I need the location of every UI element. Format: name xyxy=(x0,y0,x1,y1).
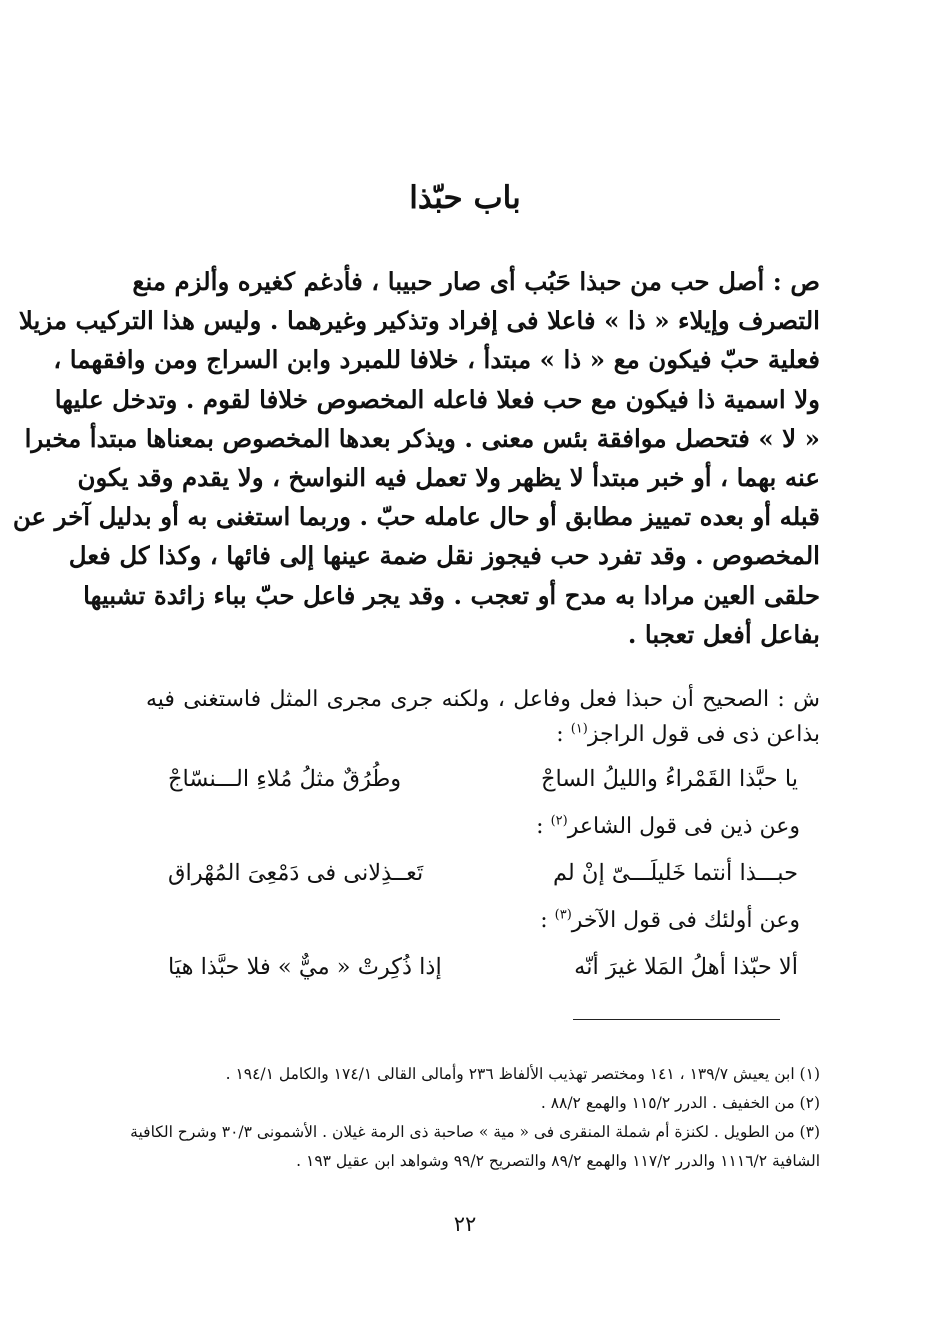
verse-second-hemistich: إذا ذُكِرتْ « ميٌّ » فلا حبَّذا هيَا xyxy=(168,954,442,980)
matn-line: ص : أصل حب من حبذا حَبُب أى صار حبيبا ، فأدغم كغيره وألزم منع xyxy=(132,267,820,296)
verse-first-hemistich: حبـــذا أنتما خَليلَـــىّ إنْ لم xyxy=(552,860,798,886)
verse-line xyxy=(146,752,820,808)
page-number: ٢٢ xyxy=(453,1212,477,1236)
footnote-ref: (١) xyxy=(570,721,588,737)
footnote-separator xyxy=(573,1019,780,1020)
footnote-ref: (٣) xyxy=(554,907,572,923)
verse-second-hemistich: تَعــذِلانى فى دَمْعِىَ المُهْراق xyxy=(168,860,424,886)
verse-intro-punct: : xyxy=(540,908,555,933)
matn-line: بفاعل أفعل تعجبا . xyxy=(627,619,820,649)
sharh-line xyxy=(146,717,820,752)
matn-paragraph xyxy=(12,262,820,654)
verse-intro-punct: : xyxy=(536,814,551,839)
matn-line: حلقى العين مرادا به مدح أو تعجب . وقد يجر فاعل حبّ بباء زائدة تشبيها xyxy=(83,580,820,610)
matn-line: « لا » فتحصل موافقة بئس معنى . ويذكر بعدها المخصوص بمعناها مبتدأ مخبرا xyxy=(24,423,820,453)
sharh-text: بذاعن ذى فى قول الراجز xyxy=(587,722,820,747)
matn-line: المخصوص . وقد تفرد حب فيجوز نقل ضمة عينها إلى فائها ، وكذا كل فعل xyxy=(68,541,820,571)
verse-intro-text: وعن ذين فى قول الشاعر xyxy=(567,814,800,839)
verse-intro-text: وعن أولئك فى قول الآخر xyxy=(571,908,800,933)
sharh-line: ش : الصحيح أن حبذا فعل وفاعل ، ولكنه جرى مجرى المثل فاستغنى فيه xyxy=(146,687,820,712)
matn-line: عنه بهما ، أو خبر مبتدأ لا يظهر ولا تعمل فيه النواسخ ، ولا يقدم وقد يكون xyxy=(77,462,820,492)
verse-second-hemistich: وطُرُقٌ مثلُ مُلاءِ الـــنسّاجْ xyxy=(168,766,402,792)
section-title: باب حبّذا xyxy=(409,180,521,216)
matn-line: فعلية حبّ فيكون مع « ذا » مبتدأ ، خلافا للمبرد وابن السراج ومن وافقهما ، xyxy=(53,345,820,375)
footnotes xyxy=(130,1060,820,1176)
verse-line xyxy=(146,846,820,902)
matn-line: قبله أو بعده تمييز مطابق أو حال عامله حبّ . وربما استغنى به أو بدليل آخر عن xyxy=(12,502,820,532)
footnote-line: (٣) من الطويل . لكنزة أم شملة المنقرى فى « مية » صاحبة ذى الرمة غيلان . الأشمونى ٣٠/٣ وشرح الكافية xyxy=(130,1123,820,1141)
verse-first-hemistich: ألا حبّذا أهلُ المَلا غيرَ أنّه xyxy=(574,954,798,980)
matn-line: التصرف وإيلاء « ذا » فاعلا فى إفراد وتذكير وغيرهما . وليس هذا التركيب مزيلا xyxy=(18,306,820,336)
footnote-line: الشافية ١١١٦/٢ والدرر ١١٧/٢ والهمع ٨٩/٢ والتصريح ٩٩/٢ وشواهد ابن عقيل ١٩٣ . xyxy=(296,1152,820,1170)
sharh-commentary xyxy=(146,682,820,996)
verse-first-hemistich: يا حبَّذا القَمْراءُ والليلُ الساجْ xyxy=(540,766,798,792)
verse-intro xyxy=(146,808,820,846)
footnote-line: (١) ابن يعيش ١٣٩/٧ ، ١٤١ ومختصر تهذيب الألفاظ ٢٣٦ وأمالى القالى ١٧٤/١ والكامل ١٩٤/١ . xyxy=(225,1065,820,1083)
footnote-line: (٢) من الخفيف . الدرر ١١٥/٢ والهمع ٨٨/٢ . xyxy=(540,1094,820,1112)
verse-line xyxy=(146,940,820,996)
verse-intro xyxy=(146,902,820,940)
sharh-punct: : xyxy=(556,722,571,747)
matn-line: ولا اسمية ذا فيكون مع حب فعلا فاعله المخصوص خلافا لقوم . وتدخل عليها xyxy=(54,384,820,414)
footnote-ref: (٢) xyxy=(550,813,568,829)
